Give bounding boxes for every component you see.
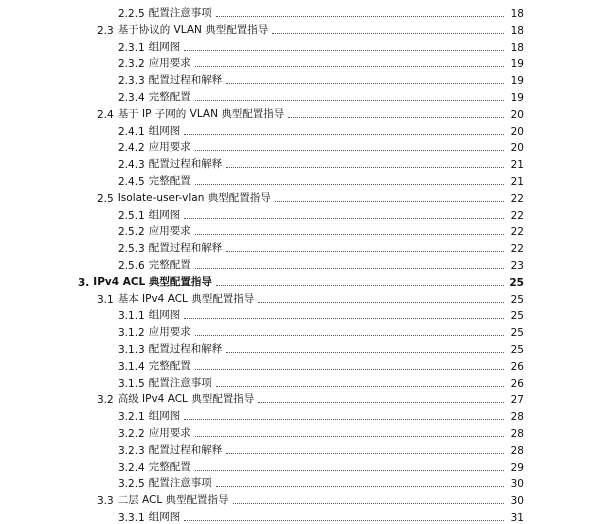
toc-entry-page-number: 23	[510, 260, 524, 272]
toc-entry-page-number: 21	[510, 159, 524, 172]
toc-entry[interactable]	[118, 208, 524, 222]
toc-entry-page-number: 28	[510, 444, 524, 457]
toc-entry-page-number: 26	[510, 377, 524, 390]
toc-entry-title: 组网图	[148, 511, 181, 523]
toc-entry-number: 2.3.2	[118, 58, 145, 71]
toc-entry[interactable]	[118, 443, 524, 457]
toc-entry[interactable]	[118, 510, 524, 524]
toc-entry-title: 基本 IPv4 ACL 典型配置指导	[117, 292, 255, 305]
toc-entry-number: 3.3.1	[118, 512, 145, 524]
toc-entry[interactable]	[118, 6, 524, 20]
toc-entry-title: 基于协议的 VLAN 典型配置指导	[117, 23, 269, 36]
toc-entry-number: 2.5	[97, 192, 114, 205]
toc-entry[interactable]	[118, 476, 524, 490]
toc-entry[interactable]	[97, 292, 524, 306]
toc-dot-leader	[275, 201, 504, 202]
toc-entry-title: Isolate-user-vlan 典型配置指导	[117, 191, 271, 204]
toc-dot-leader	[195, 436, 504, 437]
toc-dot-leader	[184, 318, 504, 319]
toc-entry-number: 2.2.5	[118, 8, 145, 20]
toc-entry-title: 完整配置	[148, 359, 191, 372]
toc-entry-page-number: 30	[510, 478, 524, 491]
toc-entry[interactable]	[97, 392, 524, 406]
toc-entry-number: 2.3.1	[118, 41, 145, 54]
toc-entry[interactable]	[97, 191, 524, 205]
toc-dot-leader	[195, 66, 504, 67]
toc-entry-number: 3.1.1	[118, 310, 145, 323]
toc-entry-title: 配置过程和解释	[148, 74, 223, 87]
toc-entry-number: 2.5.6	[118, 260, 145, 272]
toc-entry[interactable]	[118, 308, 524, 322]
toc-entry-number: 2.4.1	[118, 125, 145, 138]
toc-dot-leader	[226, 83, 504, 84]
toc-entry-number: 2.5.2	[118, 226, 145, 239]
toc-entry-title: 配置注意事项	[148, 7, 212, 19]
toc-entry-title: 完整配置	[148, 175, 191, 187]
toc-dot-leader	[195, 268, 504, 269]
toc-entry-page-number: 30	[510, 495, 524, 508]
toc-entry[interactable]	[118, 174, 524, 188]
toc-entry[interactable]	[118, 224, 524, 238]
toc-entry-title: 应用要求	[148, 427, 191, 439]
toc-entry-number: 2.3.4	[118, 92, 145, 104]
toc-entry[interactable]	[118, 40, 524, 54]
toc-dot-leader	[195, 470, 504, 471]
toc-dot-leader	[184, 419, 504, 420]
toc-entry[interactable]	[118, 157, 524, 171]
toc-dot-leader	[216, 16, 504, 17]
toc-dot-leader	[226, 167, 504, 168]
toc-entry[interactable]	[118, 140, 524, 154]
toc-dot-leader	[226, 352, 504, 353]
toc-entry-page-number: 25	[509, 276, 524, 289]
toc-dot-leader	[195, 369, 504, 370]
toc-entry[interactable]	[118, 124, 524, 138]
toc-dot-leader	[258, 402, 504, 403]
toc-entry-page-number: 22	[510, 243, 524, 256]
toc-entry[interactable]	[118, 241, 524, 255]
toc-entry-title: 应用要求	[148, 225, 191, 238]
toc-entry[interactable]	[118, 56, 524, 70]
toc-entry-page-number: 29	[510, 461, 524, 474]
toc-entry-page-number: 22	[510, 192, 524, 205]
toc-entry-page-number: 22	[510, 226, 524, 239]
toc-entry[interactable]	[118, 258, 524, 272]
toc-entry[interactable]	[118, 359, 524, 373]
toc-dot-leader	[195, 184, 504, 185]
toc-entry-title: 配置注意事项	[148, 376, 212, 389]
toc-entry-title: 组网图	[148, 40, 181, 53]
toc-entry-title: 配置过程和解释	[148, 158, 223, 171]
toc-entry-title: 完整配置	[148, 259, 191, 271]
toc-entry-number: 2.4.2	[118, 142, 145, 155]
toc-entry-page-number: 25	[510, 344, 524, 356]
toc-entry-page-number: 19	[510, 58, 524, 71]
toc-entry-page-number: 25	[510, 310, 524, 323]
toc-entry-number: 2.4.3	[118, 159, 145, 172]
toc-entry[interactable]	[78, 275, 524, 289]
toc-entry-number: 3.1.5	[118, 377, 145, 390]
toc-dot-leader	[184, 134, 504, 135]
toc-entry-page-number: 28	[510, 428, 524, 440]
toc-entry-title: 高级 IPv4 ACL 典型配置指导	[117, 393, 255, 406]
toc-entry-number: 3.1.2	[118, 327, 145, 340]
toc-entry-page-number: 25	[510, 293, 524, 306]
toc-entry-number: 2.3	[97, 24, 114, 37]
toc-entry-number: 3.2.4	[118, 461, 145, 474]
toc-entry-page-number: 18	[510, 8, 524, 20]
toc-entry-number: 3.2.1	[118, 411, 145, 424]
toc-entry-page-number: 25	[510, 327, 524, 340]
toc-entry-number: 3.3	[97, 495, 114, 508]
toc-entry[interactable]	[97, 23, 524, 37]
toc-dot-leader	[195, 234, 504, 235]
toc-dot-leader	[184, 218, 504, 219]
toc-entry[interactable]	[97, 493, 524, 507]
toc-entry-title: 完整配置	[148, 460, 191, 473]
toc-dot-leader	[184, 50, 504, 51]
toc-entry-title: 应用要求	[148, 57, 191, 70]
toc-entry-title: 组网图	[148, 410, 181, 423]
toc-entry-number: 3.	[78, 276, 90, 289]
toc-entry-title: IPv4 ACL 典型配置指导	[93, 275, 212, 288]
toc-dot-leader	[226, 251, 504, 252]
toc-entry[interactable]	[118, 342, 524, 356]
toc-dot-leader	[272, 33, 504, 34]
toc-dot-leader	[216, 486, 504, 487]
toc-dot-leader	[195, 335, 504, 336]
toc-entry-number: 3.2.5	[118, 478, 145, 491]
toc-entry-page-number: 20	[510, 142, 524, 155]
toc-entry-number: 2.3.3	[118, 75, 145, 88]
toc-entry-title: 完整配置	[148, 91, 191, 103]
toc-entry[interactable]	[118, 376, 524, 390]
toc-entry-page-number: 26	[510, 360, 524, 373]
toc-entry-number: 2.4	[97, 108, 114, 121]
toc-entry-page-number: 19	[510, 92, 524, 104]
toc-entry[interactable]	[118, 73, 524, 87]
toc-entry-number: 2.4.5	[118, 176, 145, 188]
toc-entry-page-number: 27	[510, 394, 524, 407]
toc-entry-number: 2.5.1	[118, 209, 145, 222]
toc-entry-title: 配置过程和解释	[148, 242, 223, 255]
toc-entry-number: 3.1	[97, 293, 114, 306]
toc-entry[interactable]	[118, 460, 524, 474]
toc-entry-number: 2.5.3	[118, 243, 145, 256]
toc-entry-number: 3.1.3	[118, 344, 145, 356]
toc-entry[interactable]	[118, 426, 524, 440]
toc-entry-title: 应用要求	[148, 326, 191, 339]
toc-entry-page-number: 20	[510, 108, 524, 121]
toc-dot-leader	[226, 453, 504, 454]
toc-entry-page-number: 20	[510, 125, 524, 138]
toc-entry-page-number: 21	[510, 176, 524, 188]
toc-entry-page-number: 31	[510, 512, 524, 524]
toc-dot-leader	[216, 386, 504, 387]
toc-entry-title: 组网图	[148, 309, 181, 322]
toc-entry-page-number: 22	[510, 209, 524, 222]
toc-entry-title: 配置注意事项	[148, 477, 212, 490]
toc-entry-number: 3.2	[97, 394, 114, 407]
toc-entry-number: 3.2.2	[118, 428, 145, 440]
toc-entry[interactable]	[97, 107, 524, 121]
toc-entry-page-number: 18	[510, 41, 524, 54]
toc-entry-title: 二层 ACL 典型配置指导	[117, 494, 229, 507]
toc-dot-leader	[216, 285, 504, 286]
toc-entry-title: 组网图	[148, 124, 181, 137]
toc-entry-title: 配置过程和解释	[148, 343, 223, 355]
toc-entry-title: 应用要求	[148, 141, 191, 154]
toc-entry-page-number: 19	[510, 75, 524, 88]
toc-entry[interactable]	[118, 90, 524, 104]
toc-dot-leader	[288, 117, 504, 118]
toc-entry-page-number: 28	[510, 411, 524, 424]
toc-dot-leader	[195, 150, 504, 151]
toc-entry-number: 3.1.4	[118, 360, 145, 373]
toc-entry[interactable]	[118, 409, 524, 423]
toc-entry-page-number: 18	[510, 24, 524, 37]
toc-dot-leader	[195, 100, 504, 101]
toc-entry-number: 3.2.3	[118, 444, 145, 457]
toc-entry-title: 基于 IP 子网的 VLAN 典型配置指导	[117, 107, 285, 120]
toc-dot-leader	[233, 503, 504, 504]
toc-dot-leader	[258, 302, 504, 303]
toc-entry-title: 组网图	[148, 208, 181, 221]
toc-entry[interactable]	[118, 325, 524, 339]
toc-entry-title: 配置过程和解释	[148, 443, 223, 456]
